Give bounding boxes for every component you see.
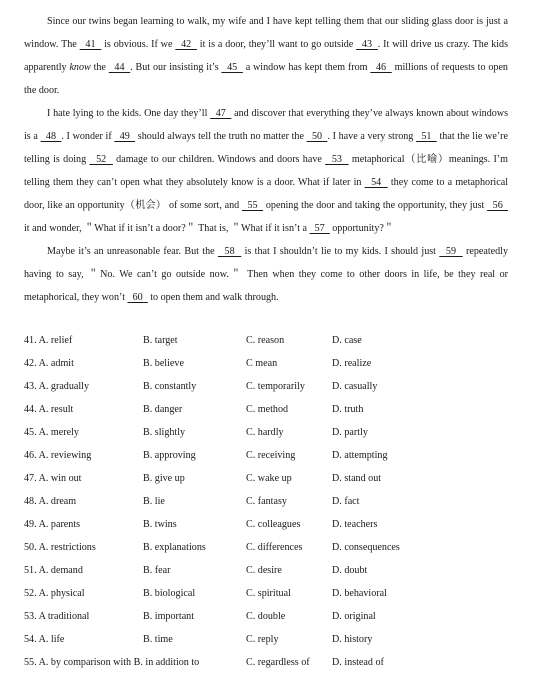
option-choice: 48. A. dream <box>24 496 77 507</box>
option-choice: 54. A. life <box>24 634 65 645</box>
passage-text: Maybe it’s an unreasonable fear. But the <box>47 246 218 257</box>
passage-text: . But our insisting it’s <box>130 62 222 73</box>
option-row <box>24 628 524 651</box>
option-choice: B. explanations <box>143 542 206 553</box>
option-choice: 49. A. parents <box>24 519 81 530</box>
blank-number: 46 <box>370 62 392 73</box>
option-choice: D. fact <box>332 496 360 507</box>
option-row <box>24 398 524 421</box>
option-row <box>24 605 524 628</box>
passage-text: opportunity?＂ <box>329 223 394 234</box>
option-row <box>24 375 524 398</box>
blank-number: 45 <box>221 62 243 73</box>
option-choice: C. double <box>246 611 286 622</box>
option-choice: C. spiritual <box>246 588 291 599</box>
option-row <box>24 467 524 490</box>
option-choice: D. partly <box>332 427 368 438</box>
passage <box>24 10 508 309</box>
answer-options <box>24 329 524 674</box>
option-choice: B. twins <box>143 519 177 530</box>
option-choice: D. instead of <box>332 657 384 668</box>
option-row <box>24 513 524 536</box>
option-row <box>24 559 524 582</box>
option-choice: C. hardly <box>246 427 284 438</box>
option-choice: B. time <box>143 634 173 645</box>
option-row <box>24 421 524 444</box>
option-choice: 43. A. gradually <box>24 381 90 392</box>
option-row <box>24 536 524 559</box>
option-choice: C. reply <box>246 634 279 645</box>
option-choice: D. consequences <box>332 542 400 553</box>
option-choice: C. wake up <box>246 473 292 484</box>
option-row <box>24 329 524 352</box>
passage-text: a window has kept them from <box>242 62 371 73</box>
blank-number: 56 <box>487 200 509 211</box>
passage-text: metaphorical（比喻）meanings. I’m telling them they can’t open what they absolutely know is a door. What if later in <box>24 154 509 188</box>
passage-text: it is a door, they’ll want to go outside <box>196 39 357 50</box>
option-choice: C. differences <box>246 542 303 553</box>
option-choice: C. method <box>246 404 289 415</box>
blank-number: 44 <box>108 62 131 73</box>
option-choice: D. doubt <box>332 565 368 576</box>
passage-text: should always tell the truth no matter the <box>135 131 307 142</box>
option-choice: C mean <box>246 358 278 369</box>
passage-text: . It will drive us crazy. The kids apparently <box>24 39 509 73</box>
option-row <box>24 651 524 674</box>
passage-paragraph <box>24 10 508 102</box>
option-choice: D. truth <box>332 404 364 415</box>
passage-paragraph <box>24 240 508 309</box>
option-choice: D. attempting <box>332 450 388 461</box>
option-choice: D. stand out <box>332 473 382 484</box>
option-choice: D. realize <box>332 358 372 369</box>
option-choice: 52. A. physical <box>24 588 85 599</box>
option-choice: 51. A. demand <box>24 565 83 576</box>
option-choice: D. casually <box>332 381 378 392</box>
option-choice: 50. A. restrictions <box>24 542 96 553</box>
passage-text: . I have a very strong <box>327 131 417 142</box>
option-choice: D. case <box>332 335 362 346</box>
passage-text: and discover that everything they’ve always known about windows is a <box>24 108 509 142</box>
option-choice: B. believe <box>143 358 184 369</box>
passage-text: millions of requests to open the door. <box>24 62 508 96</box>
passage-text: I hate lying to the kids. One day they’ll <box>47 108 211 119</box>
option-choice: C. receiving <box>246 450 296 461</box>
passage-text: repeatedly having to say, ＂No. We can’t go outside now.＂ Then when they come to other doors in life, be they real or metaphorical, they won’t <box>24 246 509 303</box>
blank-number: 54 <box>364 177 388 188</box>
blank-number: 60 <box>127 292 148 303</box>
option-choice: 41. A. relief <box>24 335 73 346</box>
option-choice: C. reason <box>246 335 285 346</box>
option-choice: B. lie <box>143 496 165 507</box>
passage-text: to open them and walk through. <box>147 292 279 303</box>
blank-number: 57 <box>309 223 330 234</box>
option-choice: B. target <box>143 335 178 346</box>
option-choice: C. temporarily <box>246 381 305 392</box>
blank-number: 41 <box>79 39 102 50</box>
passage-text: the <box>90 62 109 73</box>
blank-number: 47 <box>210 108 232 119</box>
option-row <box>24 352 524 375</box>
option-choice: B. important <box>143 611 195 622</box>
option-choice: B. approving <box>143 450 196 461</box>
passage-text: is that I shouldn’t lie to my kids. I should just <box>241 246 440 257</box>
option-choice: C. regardless of <box>246 657 310 668</box>
option-choice: 44. A. result <box>24 404 74 415</box>
option-choice: C. colleagues <box>246 519 301 530</box>
blank-number: 42 <box>175 39 197 50</box>
option-choice: D. behavioral <box>332 588 387 599</box>
blank-number: 52 <box>89 154 113 165</box>
blank-number: 53 <box>325 154 349 165</box>
emphasis-text: know <box>69 62 91 73</box>
option-choice: D. history <box>332 634 373 645</box>
blank-number: 50 <box>306 131 328 142</box>
option-choice: 53. A traditional <box>24 611 90 622</box>
blank-number: 58 <box>217 246 242 257</box>
blank-number: 49 <box>114 131 136 142</box>
option-row <box>24 490 524 513</box>
option-row <box>24 444 524 467</box>
passage-text: . I wonder if <box>61 131 115 142</box>
passage-text: Since our twins began learning to walk, my wife and I have kept telling them that our sliding glass door is just a window. The <box>24 16 508 50</box>
option-choice: C. fantasy <box>246 496 287 507</box>
blank-number: 48 <box>40 131 62 142</box>
option-choice: 42. A. admit <box>24 358 74 369</box>
passage-text: is obvious. If we <box>101 39 176 50</box>
passage-text: opening the door and taking the opportunity, they just <box>263 200 488 211</box>
option-choice: B. give up <box>143 473 185 484</box>
passage-text: they come to a metaphorical door, like an opportunity（机会） of some sort, and <box>24 177 509 211</box>
option-choice: B. danger <box>143 404 183 415</box>
option-choice: B. slightly <box>143 427 186 438</box>
option-choice: 45. A. merely <box>24 427 79 438</box>
option-choice: D. original <box>332 611 376 622</box>
option-choice: B. constantly <box>143 381 197 392</box>
blank-number: 59 <box>439 246 463 257</box>
blank-number: 51 <box>416 131 437 142</box>
option-choice: B. biological <box>143 588 196 599</box>
blank-number: 55 <box>241 200 264 211</box>
option-choice: C. desire <box>246 565 282 576</box>
option-choice: B. fear <box>143 565 171 576</box>
option-choice: 46. A. reviewing <box>24 450 92 461</box>
option-choice: D. teachers <box>332 519 378 530</box>
option-choice: 47. A. win out <box>24 473 82 484</box>
option-row <box>24 582 524 605</box>
passage-text: that the lie we’re telling is doing <box>24 131 509 165</box>
passage-paragraph <box>24 102 508 240</box>
blank-number: 43 <box>356 39 378 50</box>
passage-text: damage to our children. Windows and doors have <box>112 154 326 165</box>
option-choice: 55. A. by comparison with B. in addition to <box>24 657 200 668</box>
passage-text: it and wonder, ＂What if it isn’t a door?＂ That is, ＂What if it isn’t a <box>24 223 310 234</box>
